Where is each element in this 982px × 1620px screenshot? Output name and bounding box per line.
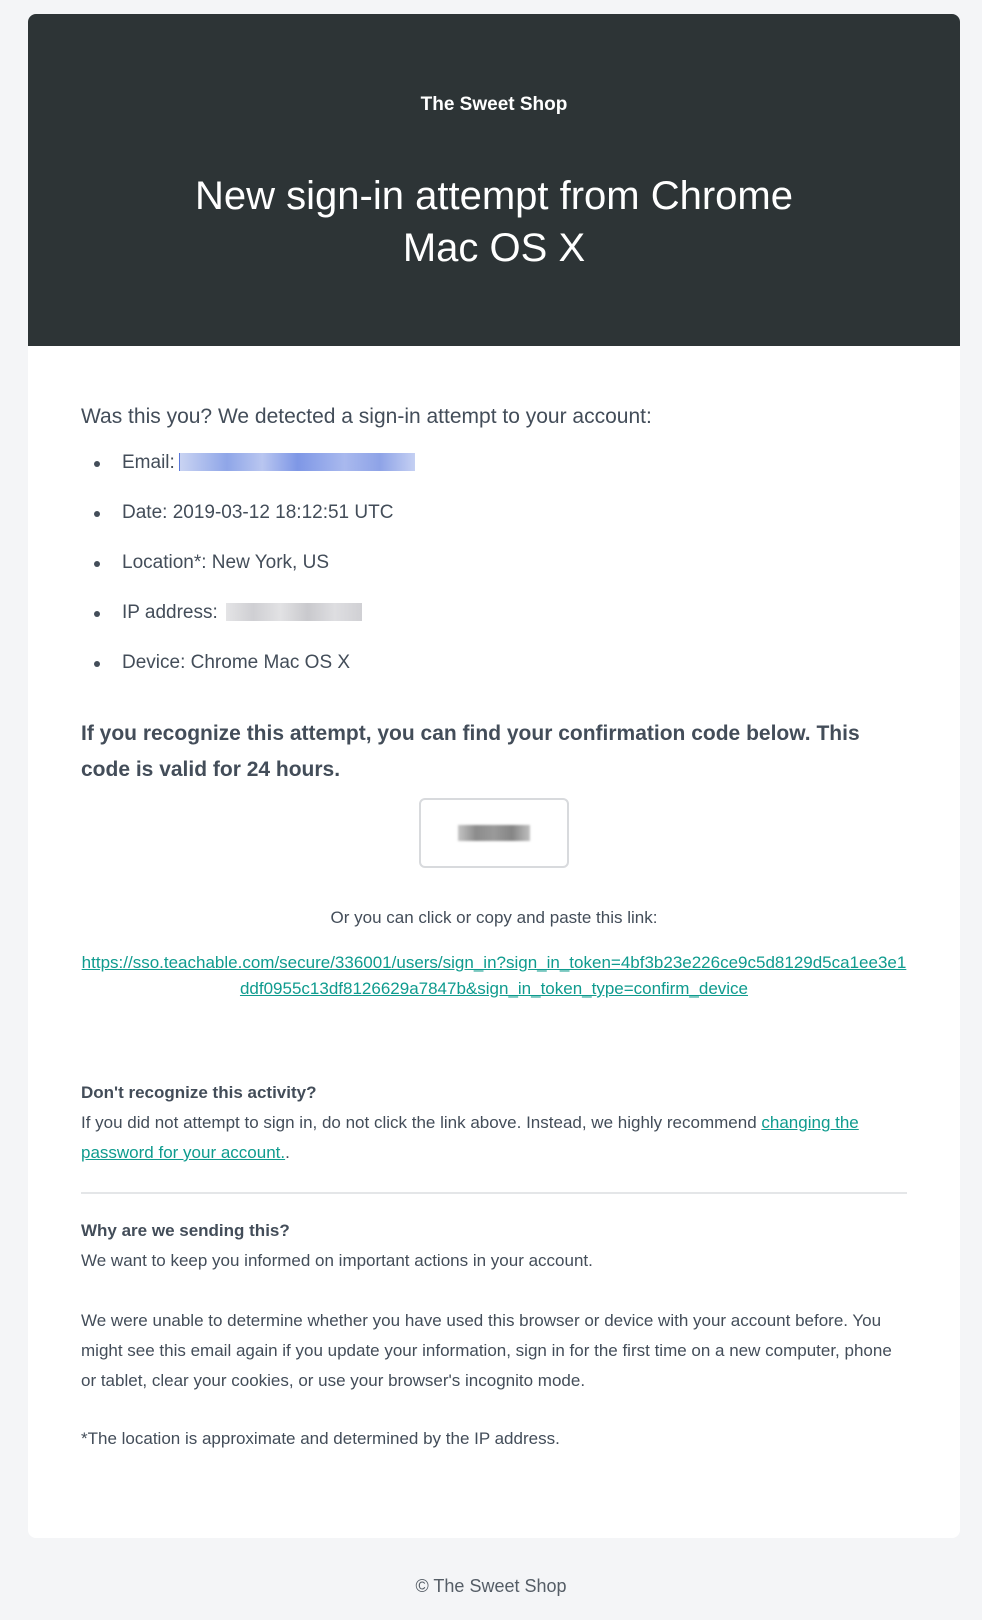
email-header <box>28 14 960 346</box>
email-card <box>28 14 960 1538</box>
footer-copyright: © The Sweet Shop <box>415 1576 567 1596</box>
dont-recognize-text <box>81 1108 907 1168</box>
email-label: Email: <box>122 452 175 473</box>
confirmation-code-box <box>419 798 569 868</box>
dont-recognize-section <box>81 1078 907 1168</box>
detail-location: Location*: New York, US <box>81 550 907 600</box>
sign-in-link[interactable]: https://sso.teachable.com/secure/336001/users/sign_in?sign_in_token=4bf3b23e226ce9c5d8129d5ca1ee3e1ddf0955c13df8126629a7847b&sign_in_token_type=confirm_device <box>81 953 907 998</box>
detail-date: Date: 2019-03-12 18:12:51 UTC <box>81 500 907 550</box>
unable-text: We were unable to determine whether you have used this browser or device with your account before. You might see this email again if you update your information, sign in for the first time on a new computer, phone or tablet, clear your cookies, or use your browser's incognito mode. <box>81 1311 892 1390</box>
recognize-text: If you recognize this attempt, you can find your confirmation code below. This code is valid for 24 hours. <box>81 722 860 781</box>
sign-in-details-list <box>81 450 907 700</box>
headline: New sign-in attempt from Chrome Mac OS X <box>195 174 793 270</box>
section-divider <box>81 1192 907 1194</box>
shop-name: The Sweet Shop <box>420 94 568 115</box>
change-password-link[interactable]: changing the password for your account. <box>81 1113 859 1162</box>
intro-text: Was this you? We detected a sign-in attempt to your account: <box>81 405 652 428</box>
detail-device: Device: Chrome Mac OS X <box>81 650 907 700</box>
redacted-confirmation-code <box>458 825 530 841</box>
dont-recognize-body: If you did not attempt to sign in, do not click the link above. Instead, we highly recommend <box>81 1113 757 1132</box>
detail-email <box>81 450 907 500</box>
why-text: We want to keep you informed on important actions in your account. <box>81 1251 593 1270</box>
approx-location-note: *The location is approximate and determined by the IP address. <box>81 1429 560 1448</box>
detail-ip <box>81 600 907 650</box>
redacted-email[interactable] <box>179 453 415 471</box>
ip-label: IP address: <box>122 602 218 623</box>
or-copy-text: Or you can click or copy and paste this link: <box>330 908 658 927</box>
why-section <box>81 1216 907 1276</box>
dont-recognize-suffix: . <box>285 1143 290 1162</box>
redacted-ip <box>226 603 362 621</box>
email-content <box>28 402 960 1454</box>
why-title: Why are we sending this? <box>81 1221 290 1240</box>
dont-recognize-title: Don't recognize this activity? <box>81 1083 317 1102</box>
